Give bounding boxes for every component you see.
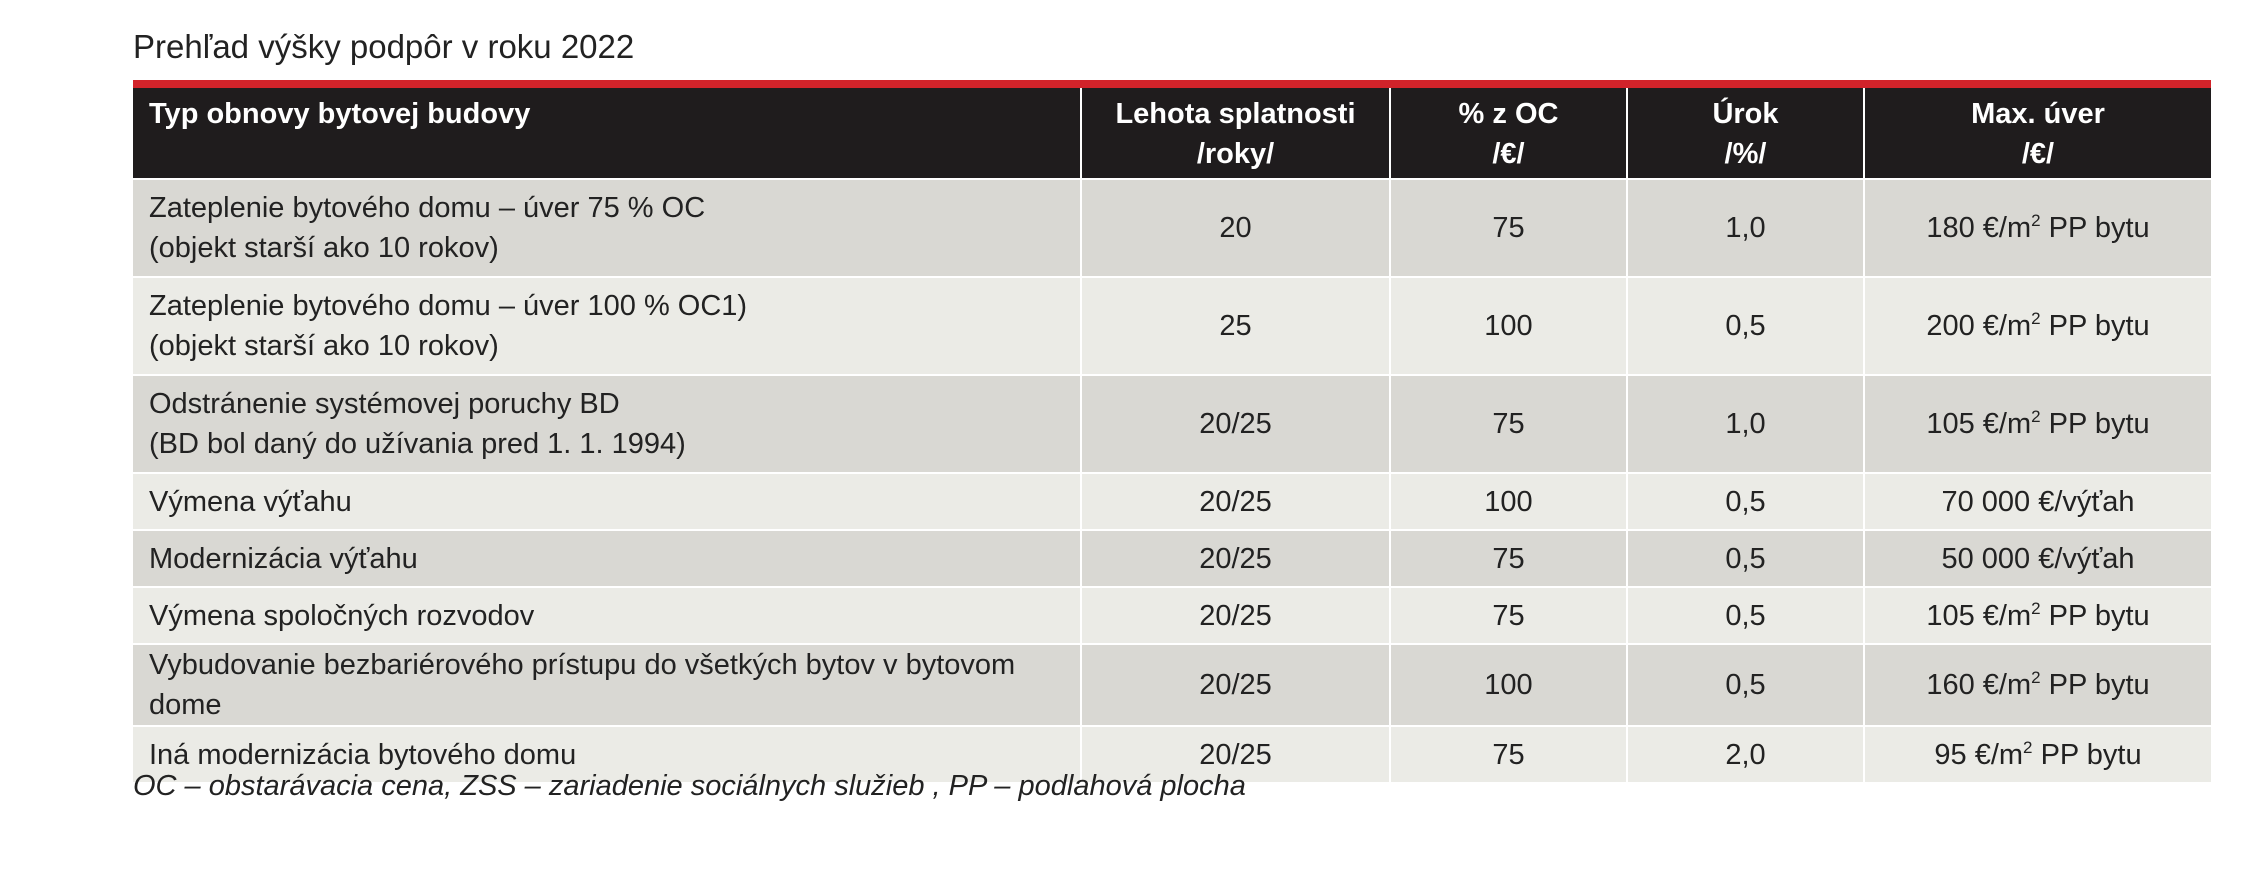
max-loan-value: 95 €/m bbox=[1934, 738, 2024, 771]
max-loan-suffix: PP bytu bbox=[2040, 599, 2150, 632]
table-row bbox=[133, 473, 2211, 530]
cell-max-loan bbox=[1864, 644, 2211, 726]
cell-rate: 0,5 bbox=[1627, 530, 1864, 587]
max-loan-suffix: PP bytu bbox=[2032, 738, 2142, 771]
cell-term: 20/25 bbox=[1081, 726, 1390, 782]
cell-type-line2: (objekt starší ako 10 rokov) bbox=[149, 330, 499, 362]
cell-term: 20/25 bbox=[1081, 587, 1390, 644]
table-row bbox=[133, 587, 2211, 644]
cell-percent: 75 bbox=[1390, 375, 1627, 473]
table-row bbox=[133, 644, 2211, 726]
header-max-loan bbox=[1864, 88, 2211, 179]
max-loan-sup: 2 bbox=[2031, 407, 2041, 426]
max-loan-suffix: PP bytu bbox=[2040, 212, 2150, 244]
cell-type bbox=[133, 644, 1081, 726]
max-loan-value: 160 €/m bbox=[1926, 669, 2032, 701]
cell-type bbox=[133, 375, 1081, 473]
max-loan-suffix: PP bytu bbox=[2040, 408, 2150, 440]
cell-percent: 75 bbox=[1390, 587, 1627, 644]
cell-type-line2: (BD bol daný do užívania pred 1. 1. 1994) bbox=[149, 428, 686, 460]
max-loan-sup: 2 bbox=[2023, 737, 2033, 757]
support-table-container bbox=[133, 80, 2211, 782]
header-rate-unit: /%/ bbox=[1724, 138, 1767, 170]
cell-type-line1: Zateplenie bytového domu – úver 100 % OC1) bbox=[149, 290, 748, 322]
header-rate bbox=[1627, 88, 1864, 179]
page-title: Prehľad výšky podpôr v roku 2022 bbox=[133, 28, 635, 65]
cell-percent: 100 bbox=[1390, 277, 1627, 375]
header-percent bbox=[1390, 88, 1627, 179]
max-loan-sup: 2 bbox=[2031, 211, 2041, 230]
table-body bbox=[133, 179, 2211, 782]
cell-percent: 75 bbox=[1390, 179, 1627, 277]
cell-rate: 0,5 bbox=[1627, 277, 1864, 375]
cell-rate: 1,0 bbox=[1627, 179, 1864, 277]
cell-max-loan bbox=[1864, 277, 2211, 375]
cell-rate: 0,5 bbox=[1627, 644, 1864, 726]
cell-type bbox=[133, 473, 1081, 530]
footnote: OC – obstarávacia cena, ZSS – zariadenie sociálnych služieb , PP – podlahová plocha bbox=[133, 770, 1246, 802]
cell-term: 20/25 bbox=[1081, 644, 1390, 726]
cell-max-loan bbox=[1864, 530, 2211, 587]
cell-term: 20/25 bbox=[1081, 375, 1390, 473]
header-rate-label: Úrok bbox=[1712, 98, 1779, 130]
cell-percent: 100 bbox=[1390, 473, 1627, 530]
cell-term: 20/25 bbox=[1081, 530, 1390, 587]
cell-term: 20 bbox=[1081, 179, 1390, 277]
cell-type bbox=[133, 277, 1081, 375]
table-row bbox=[133, 277, 2211, 375]
table-row bbox=[133, 375, 2211, 473]
cell-type bbox=[133, 530, 1081, 587]
cell-type bbox=[133, 179, 1081, 277]
header-percent-unit: /€/ bbox=[1492, 138, 1525, 170]
cell-rate: 0,5 bbox=[1627, 587, 1864, 644]
accent-rule bbox=[133, 80, 2211, 88]
cell-term: 25 bbox=[1081, 277, 1390, 375]
header-max-loan-label: Max. úver bbox=[1971, 98, 2105, 130]
max-loan-value: 105 €/m bbox=[1926, 599, 2032, 632]
max-loan-sup: 2 bbox=[2031, 598, 2041, 618]
cell-rate: 0,5 bbox=[1627, 473, 1864, 530]
max-loan-suffix: PP bytu bbox=[2040, 310, 2150, 342]
header-term-unit: /roky/ bbox=[1196, 138, 1275, 170]
header-type bbox=[133, 88, 1081, 179]
cell-type-line1: Modernizácia výťahu bbox=[149, 542, 418, 575]
support-table bbox=[133, 88, 2211, 782]
cell-type-line1: Zateplenie bytového domu – úver 75 % OC bbox=[149, 192, 706, 224]
cell-term: 20/25 bbox=[1081, 473, 1390, 530]
header-term-label: Lehota splatnosti bbox=[1115, 98, 1356, 130]
cell-rate: 2,0 bbox=[1627, 726, 1864, 782]
max-loan-value: 50 000 €/výťah bbox=[1941, 542, 2135, 575]
header-row bbox=[133, 88, 2211, 179]
cell-type-line1: Vybudovanie bezbariérového prístupu do všetkých bytov v bytovom dome bbox=[149, 649, 1016, 721]
cell-type bbox=[133, 587, 1081, 644]
max-loan-value: 105 €/m bbox=[1926, 408, 2032, 440]
max-loan-value: 200 €/m bbox=[1926, 310, 2032, 342]
table-row bbox=[133, 530, 2211, 587]
cell-max-loan bbox=[1864, 375, 2211, 473]
cell-max-loan bbox=[1864, 473, 2211, 530]
header-term bbox=[1081, 88, 1390, 179]
cell-type-line2: (objekt starší ako 10 rokov) bbox=[149, 232, 499, 264]
cell-rate: 1,0 bbox=[1627, 375, 1864, 473]
max-loan-value: 70 000 €/výťah bbox=[1941, 485, 2135, 518]
header-max-loan-unit: /€/ bbox=[2021, 138, 2055, 170]
cell-percent: 100 bbox=[1390, 644, 1627, 726]
cell-type-line1: Odstránenie systémovej poruchy BD bbox=[149, 388, 620, 420]
cell-max-loan bbox=[1864, 179, 2211, 277]
cell-percent: 75 bbox=[1390, 530, 1627, 587]
max-loan-sup: 2 bbox=[2031, 668, 2041, 687]
cell-type-line1: Iná modernizácia bytového domu bbox=[149, 738, 577, 771]
cell-type-line1: Výmena spoločných rozvodov bbox=[149, 599, 535, 632]
cell-max-loan bbox=[1864, 726, 2211, 782]
max-loan-value: 180 €/m bbox=[1926, 212, 2032, 244]
table-row bbox=[133, 179, 2211, 277]
cell-type-line1: Výmena výťahu bbox=[149, 485, 352, 518]
cell-max-loan bbox=[1864, 587, 2211, 644]
header-type-label: Typ obnovy bytovej budovy bbox=[149, 98, 531, 130]
max-loan-sup: 2 bbox=[2031, 309, 2041, 328]
max-loan-suffix: PP bytu bbox=[2040, 669, 2150, 701]
header-percent-label: % z OC bbox=[1458, 98, 1559, 130]
table-header bbox=[133, 88, 2211, 179]
cell-percent: 75 bbox=[1390, 726, 1627, 782]
